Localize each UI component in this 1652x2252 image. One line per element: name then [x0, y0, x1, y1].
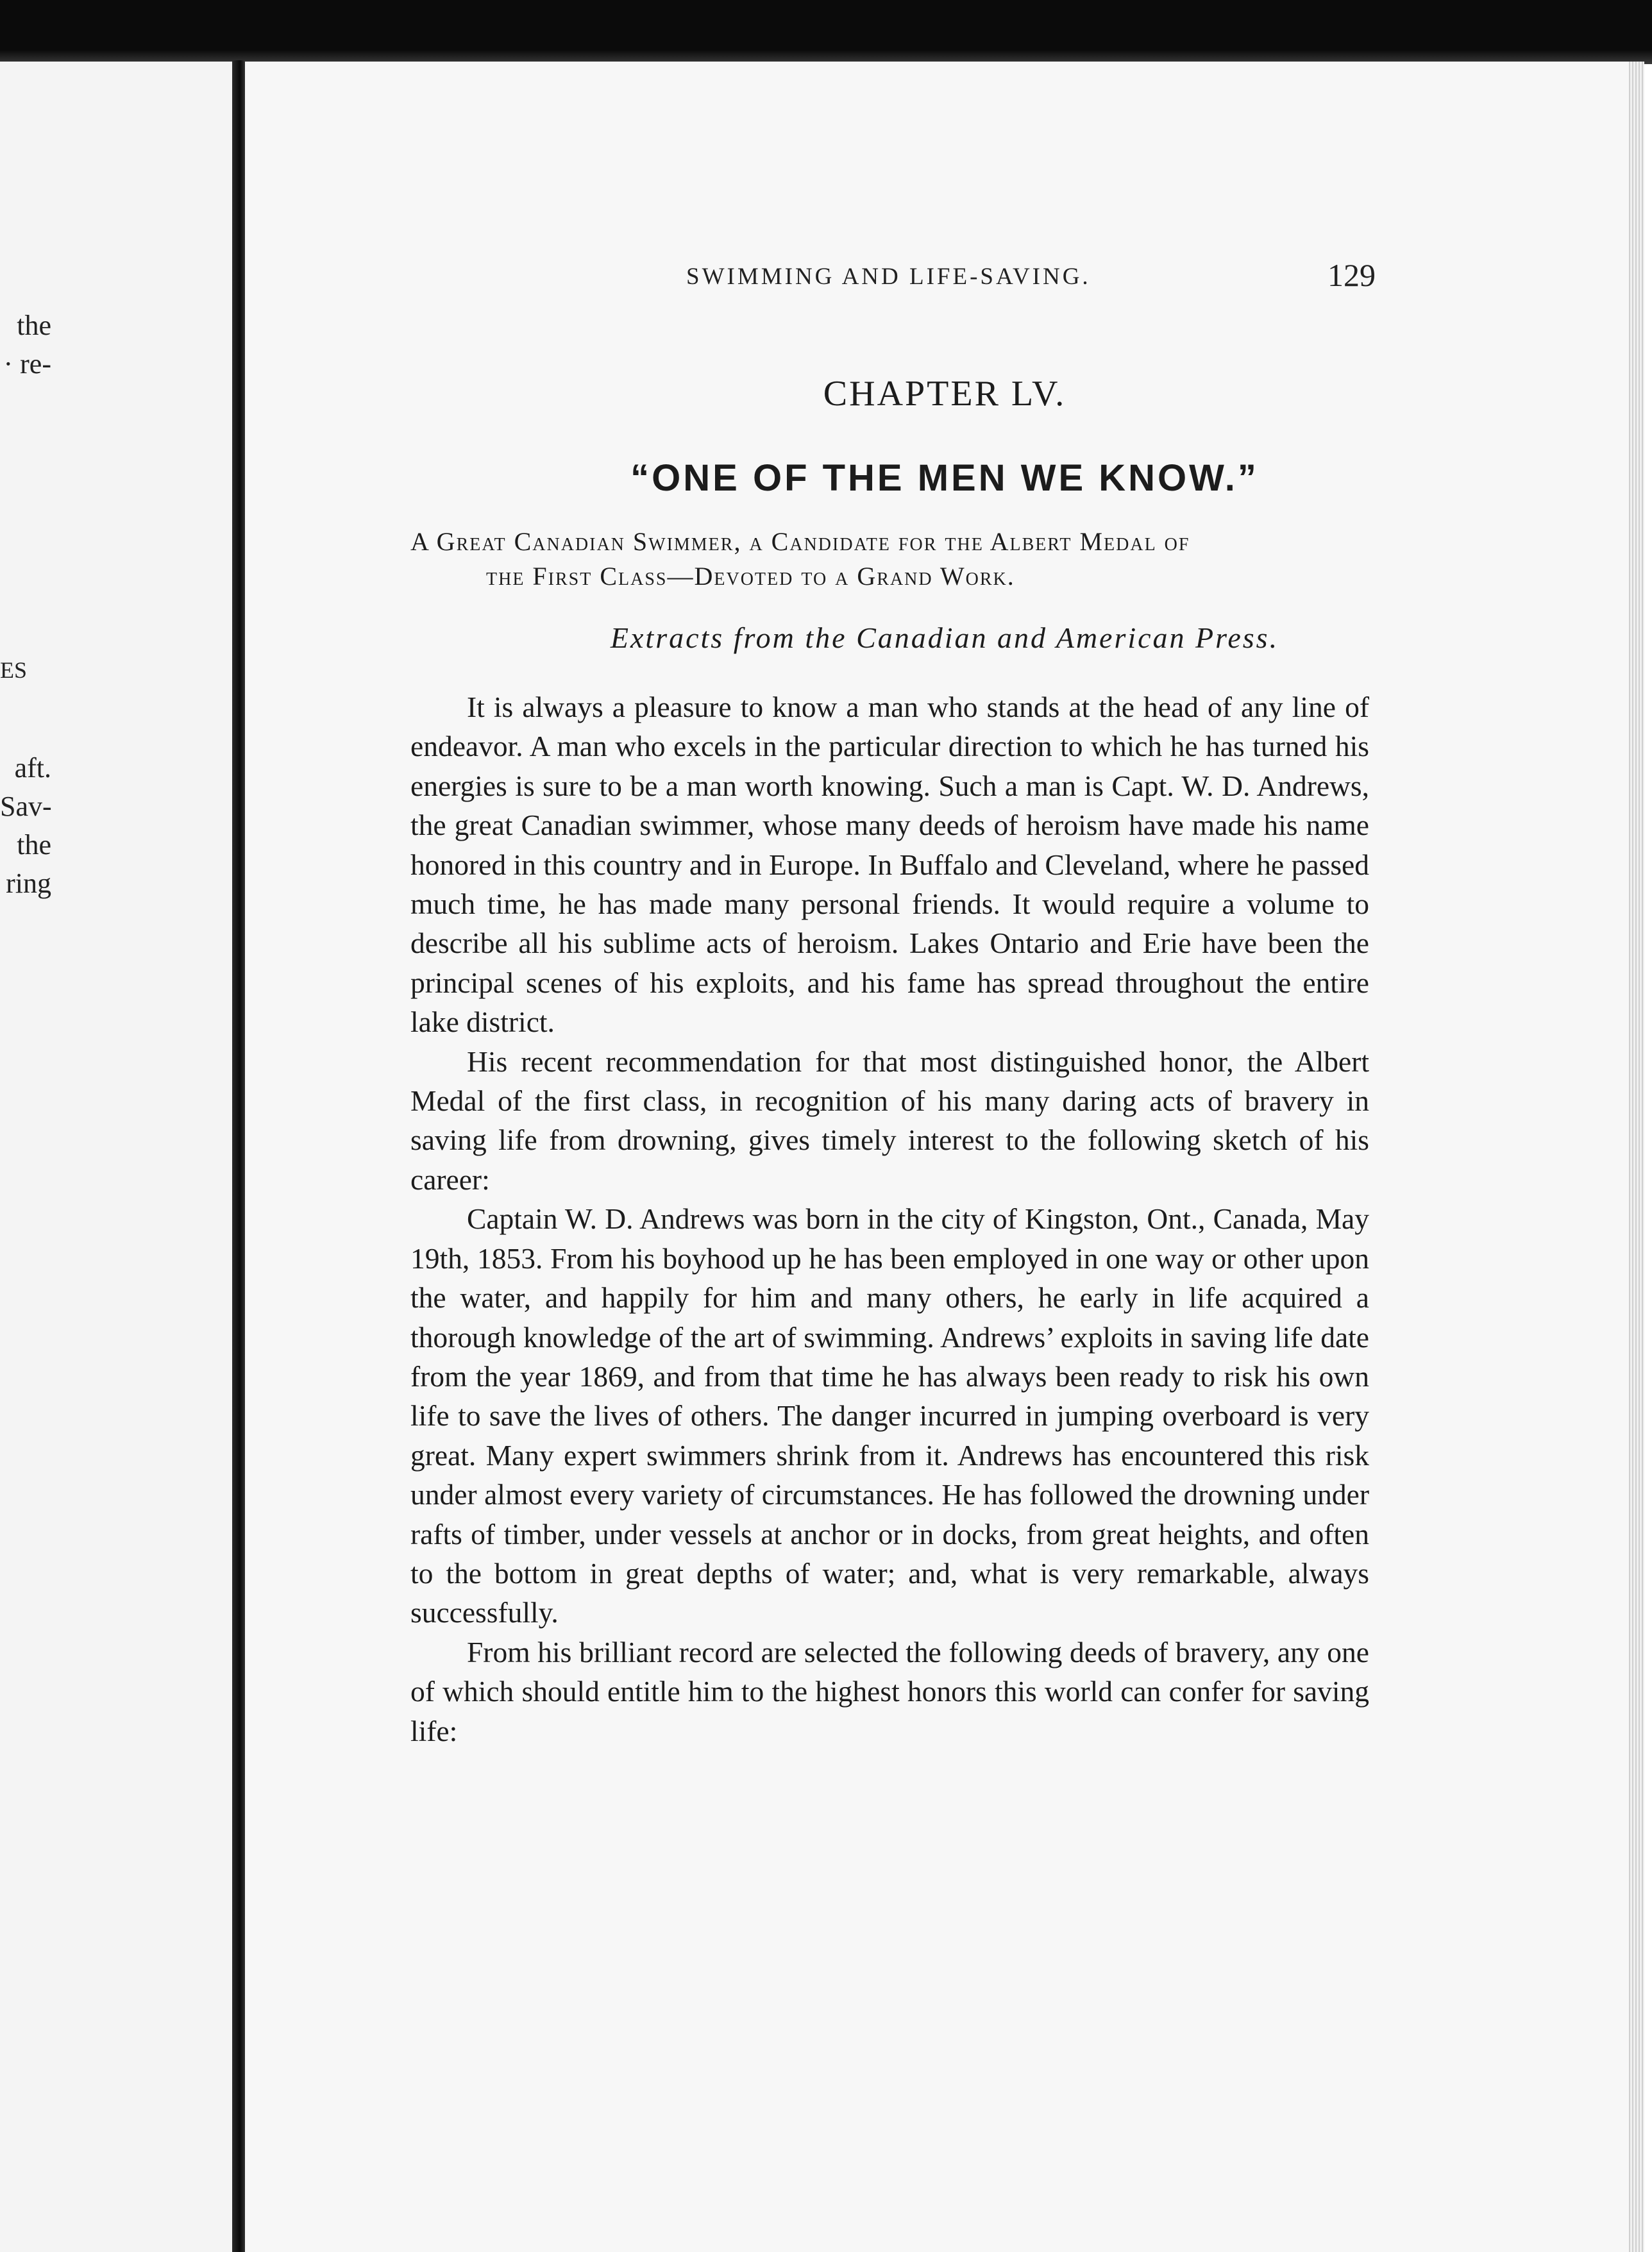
facing-page-text: aft. — [14, 752, 51, 784]
chapter-title: “ONE OF THE MEN WE KNOW.” — [630, 457, 1259, 499]
scanner-top-border — [0, 0, 1652, 64]
chapter-subtitle — [410, 525, 1376, 594]
subtitle-line: the First Class—Devoted to a Grand Work. — [486, 562, 1015, 591]
facing-page-text: the — [17, 829, 51, 861]
facing-page — [0, 62, 232, 2252]
body-text — [410, 687, 1369, 1751]
paragraph: His recent recommendation for that most distinguished honor, the Albert Medal of the first class, in recognition of his many daring acts of bravery in saving life from drowning, gives timely interest to the following sketch of his career: — [410, 1045, 1369, 1196]
running-head: SWIMMING AND LIFE-SAVING. — [686, 264, 1091, 290]
facing-page-text: · re- — [3, 348, 51, 380]
source-note: Extracts from the Canadian and American Press. — [610, 621, 1279, 654]
page-number: 129 — [1328, 257, 1376, 293]
facing-page-text: Sav- — [0, 791, 52, 822]
book-gutter — [232, 60, 245, 2252]
paragraph: It is always a pleasure to know a man who stands at the head of any line of endeavor. A man who excels in the particular direction to which he has turned his energies is sure to be a man worth knowing. Such a man is Capt. W. D. Andrews, the great Canadian swimmer, whose many deeds of heroism have made his name honored in this country and in Europe. In Buffalo and Cleveland, where he passed much time, he has made many personal friends. It would require a volume to describe all his sublime acts of heroism. Lakes Ontario and Erie have been the principal scenes of his exploits, and his fame has spread throughout the entire lake district. — [410, 691, 1369, 1039]
chapter-heading: CHAPTER LV. — [823, 374, 1066, 414]
subtitle-line: A Great Canadian Swimmer, a Candidate for the Albert Medal of — [410, 527, 1190, 556]
facing-page-text: the — [17, 310, 51, 341]
paragraph: From his brilliant record are selected the following deeds of bravery, any one of which should entitle him to the highest honors this world can confer for saving life: — [410, 1635, 1369, 1747]
facing-page-text: ES — [0, 657, 28, 683]
facing-page-text: ring — [6, 868, 51, 899]
paragraph: Captain W. D. Andrews was born in the city of Kingston, Ont., Canada, May 19th, 1853. From his boyhood up he has been employed in one way or other upon the water, and happily for him and many others, he early in life acquired a thorough knowledge of the art of swimming. Andrews’ exploits in saving life date from the year 1869, and from that time he has always been ready to risk his own life to save the lives of others. The danger incurred in jumping overboard is very great. Many expert swimmers shrink from it. Andrews has encountered this risk under almost every variety of circumstances. He has followed the drowning under rafts of timber, under vessels at anchor or in docks, from great heights, and often to the bottom in great depths of water; and, what is very remarkable, always successfully. — [410, 1202, 1369, 1629]
